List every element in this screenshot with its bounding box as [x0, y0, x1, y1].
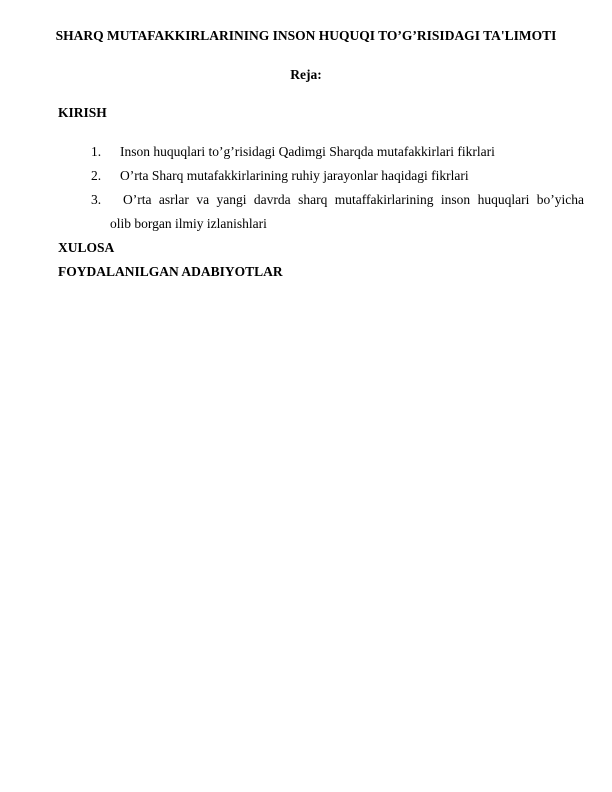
plan-heading: Reja: [290, 67, 322, 82]
plan-item-number: 2. [91, 168, 102, 183]
plan-item-text: Inson huquqlari to’g’risidagi Qadimgi Sharqda mutafakkirlari fikrlari [120, 144, 495, 159]
document-title: SHARQ MUTAFAKKIRLARINING INSON HUQUQI TO’G’RISIDAGI TA'LIMOTI [55, 28, 557, 43]
conclusion-heading: XULOSA [58, 240, 115, 255]
plan-item-text: O’rta asrlar va yangi davrda sharq mutaffakirlarining inson huquqlari bo’yicha [123, 192, 584, 207]
references-heading: FOYDALANILGAN ADABIYOTLAR [58, 264, 283, 279]
plan-item-text: O’rta Sharq mutafakkirlarining ruhiy jarayonlar haqidagi fikrlari [120, 168, 469, 183]
intro-heading: KIRISH [58, 105, 107, 120]
plan-item-number: 1. [91, 144, 102, 159]
plan-item-number: 3. [91, 192, 102, 207]
plan-item-continuation: olib borgan ilmiy izlanishlari [110, 216, 267, 231]
